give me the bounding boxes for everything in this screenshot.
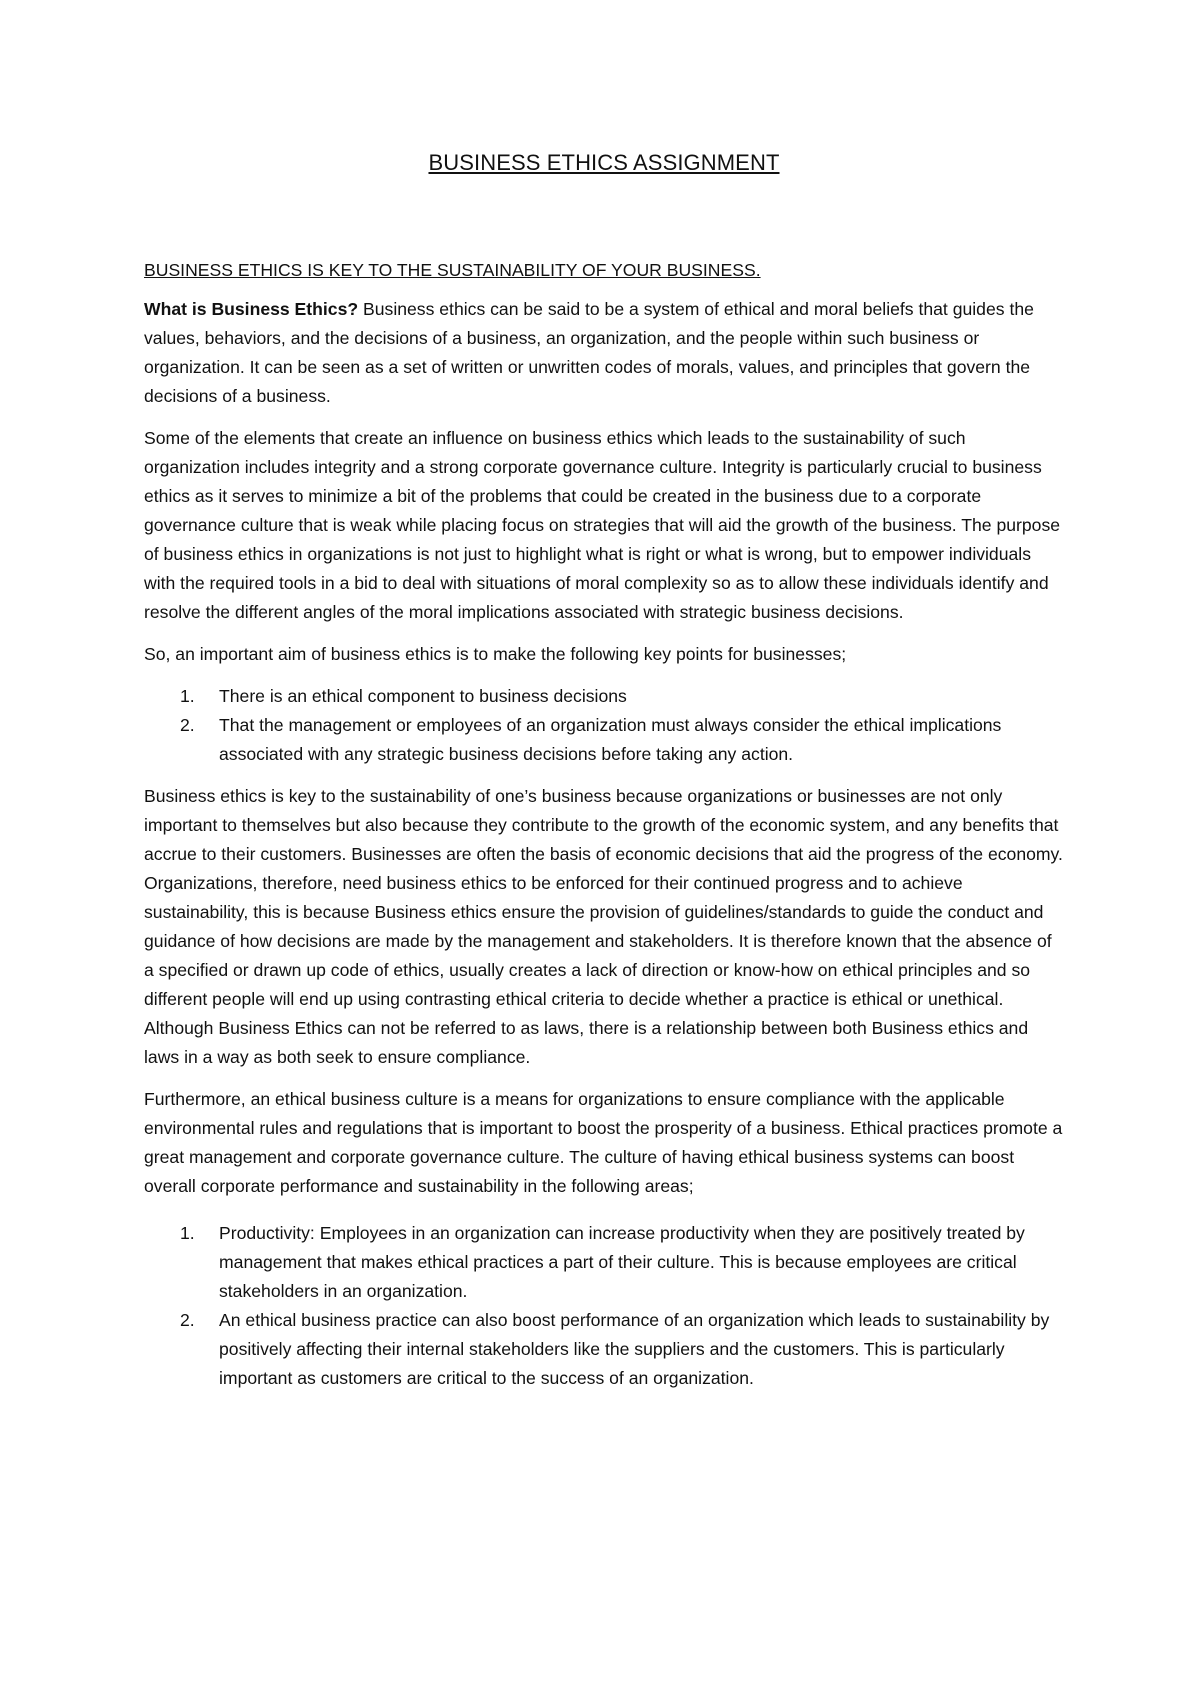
list-item-number: 1. bbox=[180, 1223, 195, 1243]
key-points-list bbox=[144, 682, 1064, 769]
list-item-number: 2. bbox=[180, 1310, 195, 1330]
elements-paragraph: Some of the elements that create an influence on business ethics which leads to the sustainability of such organization includes integrity and a strong corporate governance culture. Integrity is particularly crucial to business ethics as it serves to minimize a bit of the problems that could be created in the business due to a corporate governance culture that is weak while placing focus on strategies that will aid the growth of the business. The purpose of business ethics in organizations is not just to highlight what is right or what is wrong, but to empower individuals with the required tools in a bid to deal with situations of moral complexity so as to allow these individuals identify and resolve the different angles of the moral implications associated with strategic business decisions. bbox=[144, 428, 1061, 622]
list-item-text: That the management or employees of an organization must always consider the ethical implications associated with any strategic business decisions before taking any action. bbox=[219, 715, 1002, 764]
furthermore-paragraph: Furthermore, an ethical business culture is a means for organizations to ensure compliance with the applicable environmental rules and regulations that is important to boost the prosperity of a business. Ethical practices promote a great management and corporate governance culture. The culture of having ethical business systems can boost overall corporate performance and sustainability in the following areas; bbox=[144, 1089, 1063, 1196]
list-item bbox=[144, 1219, 1064, 1306]
intro-paragraph bbox=[144, 295, 1064, 411]
intro-question: What is Business Ethics? bbox=[144, 299, 359, 319]
areas-list bbox=[144, 1219, 1064, 1393]
list-item bbox=[144, 1306, 1064, 1393]
sustainability-paragraph: Business ethics is key to the sustainability of one’s business because organizations or businesses are not only important to themselves but also because they contribute to the growth of the economic system, and any benefits that accrue to their customers. Businesses are often the basis of economic decisions that aid the progress of the economy. Organizations, therefore, need business ethics to be enforced for their continued progress and to achieve sustainability, this is because Business ethics ensure the provision of guidelines/standards to guide the conduct and guidance of how decisions are made by the management and stakeholders. It is therefore known that the absence of a specified or drawn up code of ethics, usually creates a lack of direction or know-how on ethical principles and so different people will end up using contrasting ethical criteria to decide whether a practice is ethical or unethical. Although Business Ethics can not be referred to as laws, there is a relationship between both Business ethics and laws in a way as both seek to ensure compliance. bbox=[144, 786, 1063, 1067]
list-item bbox=[144, 682, 1064, 711]
aim-paragraph: So, an important aim of business ethics is to make the following key points for businesses; bbox=[144, 644, 847, 664]
list-item-number: 1. bbox=[180, 686, 195, 706]
list-item-text: Productivity: Employees in an organization can increase productivity when they are positively treated by management that makes ethical practices a part of their culture. This is because employees are critical stakeholders in an organization. bbox=[219, 1223, 1025, 1301]
document-subtitle: BUSINESS ETHICS IS KEY TO THE SUSTAINABILITY OF YOUR BUSINESS. bbox=[144, 260, 761, 280]
list-item-text: There is an ethical component to business decisions bbox=[219, 686, 627, 706]
document-body bbox=[144, 148, 1064, 1393]
document-title: BUSINESS ETHICS ASSIGNMENT bbox=[428, 150, 780, 175]
list-item-text: An ethical business practice can also boost performance of an organization which leads to sustainability by positively affecting their internal stakeholders like the suppliers and the customers. This is particularly important as customers are critical to the success of an organization. bbox=[219, 1310, 1050, 1388]
intro-text: Business ethics can be said to be a system of ethical and moral beliefs that guides the values, behaviors, and the decisions of a business, an organization, and the people within such business or organization. It can be seen as a set of written or unwritten codes of morals, values, and principles that govern the decisions of a business. bbox=[144, 299, 1034, 406]
list-item bbox=[144, 711, 1064, 769]
list-item-number: 2. bbox=[180, 715, 195, 735]
